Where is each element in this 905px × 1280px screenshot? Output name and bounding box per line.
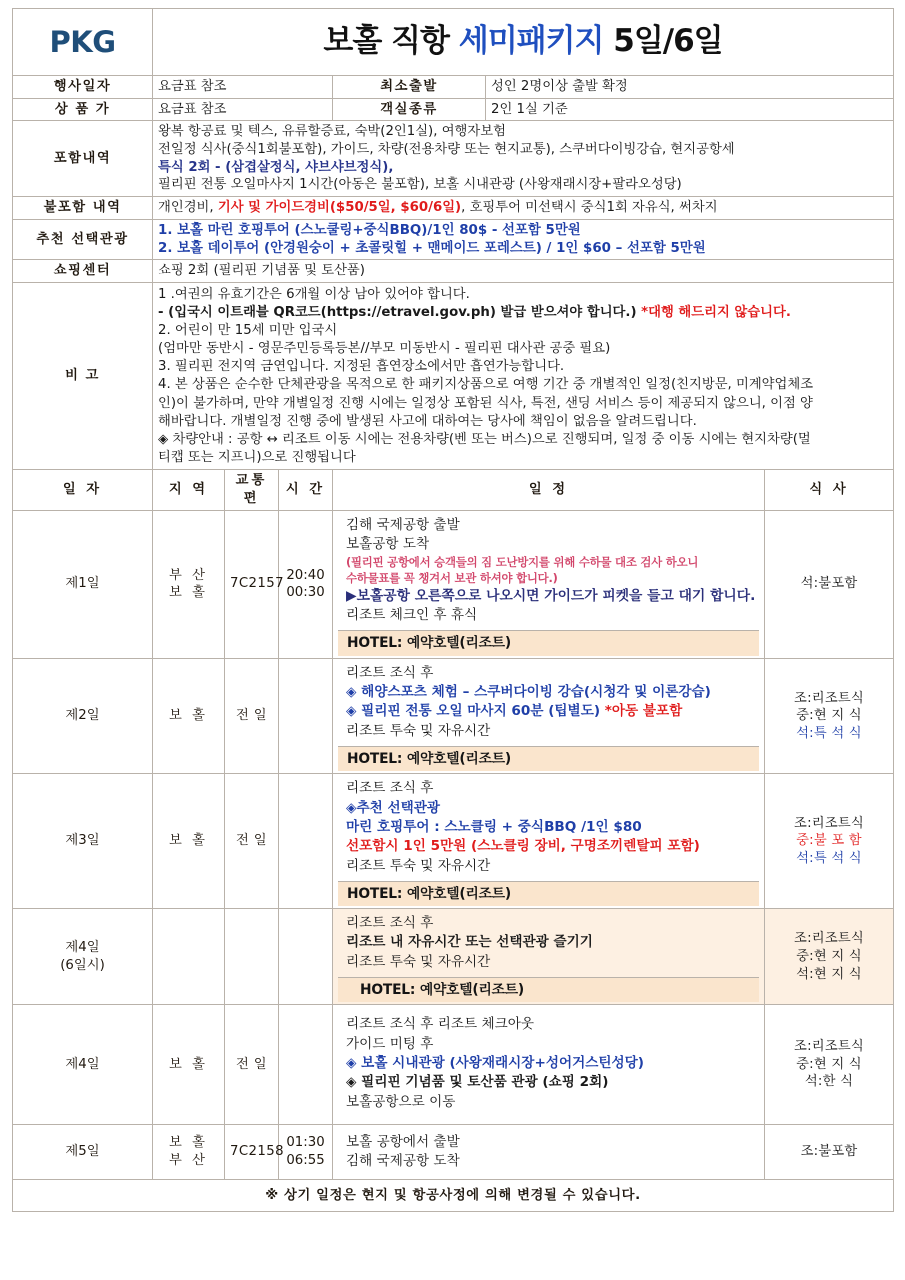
day1-time-line-1: 20:40 — [286, 567, 325, 583]
day5-schedule — [333, 1124, 765, 1180]
day1-line-4: 수하물표를 꼭 챙겨서 보관 하셔야 합니다.) — [346, 571, 558, 586]
day4a-area — [153, 909, 225, 1005]
day4b-meal — [765, 1005, 894, 1124]
day2-line-2: ◈ 해양스포츠 체험 – 스쿠버다이빙 강습(시청각 및 이론강습) — [346, 684, 711, 701]
remarks-line-3: 2. 어린이 만 15세 미만 입국시 — [158, 322, 338, 338]
day4b-meal-2: 중:현 지 식 — [796, 1056, 862, 1072]
day1-schedule-lines — [338, 513, 759, 631]
shopping-row — [13, 260, 894, 283]
included-label: 포함내역 — [13, 121, 153, 197]
day4b-area: 보 홀 — [153, 1005, 225, 1124]
day4b-line-1: 리조트 조식 후 리조트 체크아웃 — [346, 1016, 534, 1033]
remarks-row — [13, 283, 894, 470]
day1-time — [279, 510, 333, 658]
day4b-line-3: ◈ 보홀 시내관광 (사왕재래시장+성어거스틴성당) — [346, 1054, 644, 1071]
day4b-meal-1: 조:리조트식 — [794, 1039, 864, 1055]
remarks-label: 비 고 — [13, 283, 153, 470]
day3-line-3: 마린 호핑투어 : 스노클링 + 중식BBQ /1인 $80 — [346, 818, 642, 835]
day5-time-line-1: 01:30 — [286, 1135, 325, 1151]
day5-line-1: 보홀 공항에서 출발 — [346, 1133, 460, 1150]
included-row — [13, 121, 894, 197]
day4b-schedule-lines — [338, 1007, 759, 1121]
day5-schedule-lines — [338, 1127, 759, 1178]
day4a-line-2: 리조트 내 자유시간 또는 선택관광 즐기기 — [346, 934, 593, 951]
day4a-hotel: HOTEL: 예약호텔(리조트) — [338, 977, 759, 1002]
day5-time-line-2: 06:55 — [286, 1153, 325, 1169]
event-date-label: 행사일자 — [13, 76, 153, 99]
package-table — [12, 8, 894, 1212]
day5-meal-1: 조:불포함 — [800, 1144, 858, 1160]
remarks-line-4: (엄마만 동반시 - 영문주민등록등본//부모 미동반시 - 필리핀 대사관 공중 필요) — [158, 341, 611, 357]
day4a-label — [13, 909, 153, 1005]
day2-meal — [765, 658, 894, 774]
day3-meal-2: 중:불 포 함 — [796, 833, 862, 849]
excluded-row — [13, 197, 894, 220]
day1-schedule — [333, 510, 765, 658]
day4a-label-line-1: 제4일 — [65, 940, 100, 956]
col-header-area: 지 역 — [153, 470, 225, 510]
remarks-line-9: ◈ 차량안내 : 공항 ↔ 리조트 이동 시에는 전용차량(벤 또는 버스)으로 진행되며, 일정 중 이동 시에는 현지차량(멀 — [158, 431, 811, 447]
day3-schedule-lines — [338, 776, 759, 880]
room-type-label: 객실종류 — [333, 98, 486, 121]
day2-transport: 전 일 — [225, 658, 279, 774]
pkg-logo-cell — [13, 9, 153, 76]
day5-area — [153, 1124, 225, 1180]
table-row — [13, 658, 894, 774]
col-header-day: 일 자 — [13, 470, 153, 510]
day2-label: 제2일 — [13, 658, 153, 774]
day1-transport: 7C2157 — [225, 510, 279, 658]
col-header-transport: 교통편 — [225, 470, 279, 510]
remarks-line-2-text: - (입국시 이트래블 QR코드(https://etravel.gov.ph) 발급 받으셔야 합니다.) — [158, 304, 642, 320]
day3-line-5: 리조트 투숙 및 자유시간 — [346, 857, 491, 874]
remarks-line-5: 3. 필리핀 전지역 금연입니다. 지정된 흡연장소에서만 흡연가능합니다. — [158, 359, 565, 375]
day2-hotel: HOTEL: 예약호텔(리조트) — [338, 746, 759, 771]
page-title — [323, 23, 722, 59]
table-row — [13, 774, 894, 909]
included-content — [153, 121, 894, 197]
day4a-transport — [225, 909, 279, 1005]
table-row — [13, 909, 894, 1005]
price-row — [13, 98, 894, 121]
remarks-line-6: 4. 본 상품은 순수한 단체관광을 목적으로 한 패키지상품으로 여행 기간 중 개별적인 일정(친지방문, 미계약업체조 — [158, 377, 814, 393]
day3-schedule — [333, 774, 765, 909]
included-line-3: 특식 2회 - (삼겹살정식, 샤브샤브정식), — [158, 159, 394, 175]
price-label: 상 품 가 — [13, 98, 153, 121]
remarks-line-7: 인)이 불가하며, 만약 개별일정 진행 시에는 일정상 포함된 식사, 특전, 샌딩 서비스 등이 제공되지 않으니, 이점 양 — [158, 395, 813, 411]
day3-time — [279, 774, 333, 909]
room-type-value: 2인 1실 기준 — [486, 98, 894, 121]
day2-line-3-highlight: *아동 불포함 — [604, 703, 683, 720]
day3-line-1: 리조트 조식 후 — [346, 780, 434, 797]
day2-schedule — [333, 658, 765, 774]
day3-label: 제3일 — [13, 774, 153, 909]
table-row — [13, 1124, 894, 1180]
day5-time — [279, 1124, 333, 1180]
day3-meal — [765, 774, 894, 909]
day2-line-4: 리조트 투숙 및 자유시간 — [346, 722, 491, 739]
remarks-line-1: 1 .여권의 유효기간은 6개월 이상 남아 있어야 합니다. — [158, 286, 470, 302]
day4b-label: 제4일 — [13, 1005, 153, 1124]
min-depart-value: 성인 2명이상 출발 확정 — [486, 76, 894, 99]
day1-hotel: HOTEL: 예약호텔(리조트) — [338, 630, 759, 655]
day3-line-4: 선포함시 1인 5만원 (스노클링 장비, 구명조끼렌탈피 포함) — [346, 838, 700, 855]
recommended-item-1: 1. 보홀 마린 호핑투어 (스노쿨링+중식BBQ)/1인 80$ - 선포함 5만원 — [158, 222, 581, 238]
day1-area — [153, 510, 225, 658]
table-row — [13, 1005, 894, 1124]
day1-label: 제1일 — [13, 510, 153, 658]
day4b-time — [279, 1005, 333, 1124]
price-value: 요금표 참조 — [153, 98, 333, 121]
day4a-schedule — [333, 909, 765, 1005]
day2-line-3 — [346, 702, 751, 721]
event-date-value: 요금표 참조 — [153, 76, 333, 99]
day5-meal — [765, 1124, 894, 1180]
min-depart-label: 최소출발 — [333, 76, 486, 99]
day2-meal-2: 중:현 지 식 — [796, 708, 862, 724]
day4a-time — [279, 909, 333, 1005]
recommended-content — [153, 219, 894, 260]
day1-line-3: (필리핀 공항에서 승객들의 짐 도난방지를 위해 수하물 대조 검사 하오니 — [346, 555, 699, 570]
shopping-label: 쇼핑센터 — [13, 260, 153, 283]
day5-area-line-2: 부 산 — [169, 1153, 208, 1169]
day4a-label-line-2: (6일시) — [60, 957, 105, 973]
included-line-1: 왕복 항공료 및 텍스, 유류할증료, 숙박(2인1실), 여행자보험 — [158, 124, 506, 140]
day1-area-line-2: 보 홀 — [169, 585, 208, 601]
day3-area: 보 홀 — [153, 774, 225, 909]
remarks-line-2 — [158, 304, 888, 322]
day1-line-6: 리조트 체크인 후 휴식 — [346, 607, 478, 624]
footer-note: ※ 상기 일정은 현지 및 항공사정에 의해 변경될 수 있습니다. — [13, 1180, 894, 1212]
day2-meal-3: 석:특 석 식 — [796, 725, 862, 741]
recommended-item-2: 2. 보홀 데이투어 (안경원숭이 + 초콜릿힐 + 맨메이드 포레스트) / 1인 $60 – 선포함 5만원 — [158, 240, 706, 256]
day4b-transport: 전 일 — [225, 1005, 279, 1124]
col-header-time: 시 간 — [279, 470, 333, 510]
day4a-line-1: 리조트 조식 후 — [346, 915, 434, 932]
day5-label: 제5일 — [13, 1124, 153, 1180]
day4b-schedule — [333, 1005, 765, 1124]
excluded-text-after: , 호핑투어 미선택시 중식1회 자유식, 써차지 — [461, 200, 718, 216]
day3-meal-3: 석:특 석 식 — [796, 851, 862, 867]
shopping-value: 쇼핑 2회 (필리핀 기념품 및 토산품) — [153, 260, 894, 283]
col-header-schedule: 일 정 — [333, 470, 765, 510]
remarks-content — [153, 283, 894, 470]
day2-schedule-lines — [338, 661, 759, 746]
table-row — [13, 510, 894, 658]
day4a-meal — [765, 909, 894, 1005]
included-line-2: 전일정 식사(중식1회불포함), 가이드, 차량(전용차량 또는 현지교통), 스쿠버다이빙강습, 현지공항세 — [158, 142, 735, 158]
title-part-3: 5일/6일 — [603, 23, 723, 60]
day5-line-2: 김해 국제공항 도착 — [346, 1153, 460, 1170]
day1-line-1: 김해 국제공항 출발 — [346, 516, 460, 533]
itinerary-header-row — [13, 470, 894, 510]
recommended-row — [13, 219, 894, 260]
header-row — [13, 9, 894, 76]
day3-transport: 전 일 — [225, 774, 279, 909]
day2-meal-1: 조:리조트식 — [794, 690, 864, 706]
day4a-meal-2: 중:현 지 식 — [796, 948, 862, 964]
included-line-4: 필리핀 전통 오일마사지 1시간(아동은 불포함), 보홀 시내관광 (사왕재래시장+팔라오성당) — [158, 177, 682, 193]
day3-meal-1: 조:리조트식 — [794, 815, 864, 831]
recommended-label: 추천 선택관광 — [13, 219, 153, 260]
day4a-schedule-lines — [338, 911, 759, 977]
day1-area-line-1: 부 산 — [169, 567, 208, 583]
remarks-line-2-highlight: *대행 해드리지 않습니다. — [641, 304, 791, 320]
day3-line-2: ◈추천 선택관광 — [346, 799, 440, 816]
footer-note-row — [13, 1180, 894, 1212]
remarks-line-8: 해바랍니다. 개별일정 진행 중에 발생된 사고에 대하여는 당사에 책임이 없음을 알려드립니다. — [158, 413, 697, 429]
day2-line-1: 리조트 조식 후 — [346, 664, 434, 681]
day1-meal — [765, 510, 894, 658]
day4a-line-3: 리조트 투숙 및 자유시간 — [346, 953, 491, 970]
day1-meal-1: 석:불포함 — [800, 576, 858, 592]
day5-transport: 7C2158 — [225, 1124, 279, 1180]
day4a-meal-1: 조:리조트식 — [794, 931, 864, 947]
excluded-text-highlight: 기사 및 가이드경비($50/5일, $60/6일) — [217, 200, 462, 216]
document-title-cell — [153, 9, 894, 76]
day1-time-line-2: 00:30 — [286, 585, 325, 601]
day1-line-5: ▶보홀공항 오른쪽으로 나오시면 가이드가 피켓을 들고 대기 합니다. — [346, 587, 756, 604]
day3-hotel: HOTEL: 예약호텔(리조트) — [338, 881, 759, 906]
title-part-1: 보홀 직항 — [323, 23, 459, 60]
excluded-text-before: 개인경비, — [158, 200, 218, 216]
remarks-line-10: 티캡 또는 지프니)으로 진행됩니다 — [158, 450, 356, 466]
pkg-logo: PKG — [49, 24, 116, 59]
day4b-line-5: 보홀공항으로 이동 — [346, 1093, 456, 1110]
day2-area: 보 홀 — [153, 658, 225, 774]
col-header-meal: 식 사 — [765, 470, 894, 510]
excluded-content — [153, 197, 894, 220]
day2-time — [279, 658, 333, 774]
day4a-meal-3: 석:현 지 식 — [796, 966, 862, 982]
day5-area-line-1: 보 홀 — [169, 1135, 208, 1151]
day1-line-2: 보홀공항 도착 — [346, 535, 430, 552]
day4b-line-2: 가이드 미팅 후 — [346, 1035, 434, 1052]
excluded-label: 불포함 내역 — [13, 197, 153, 220]
title-part-2: 세미패키지 — [458, 23, 604, 60]
day2-line-3-text: ◈ 필리핀 전통 오일 마사지 60분 (팁별도) — [346, 703, 605, 720]
day4b-line-4: ◈ 필리핀 기념품 및 토산품 관광 (쇼핑 2회) — [346, 1074, 609, 1091]
day4b-meal-3: 석:한 식 — [804, 1074, 854, 1090]
event-date-row — [13, 76, 894, 99]
